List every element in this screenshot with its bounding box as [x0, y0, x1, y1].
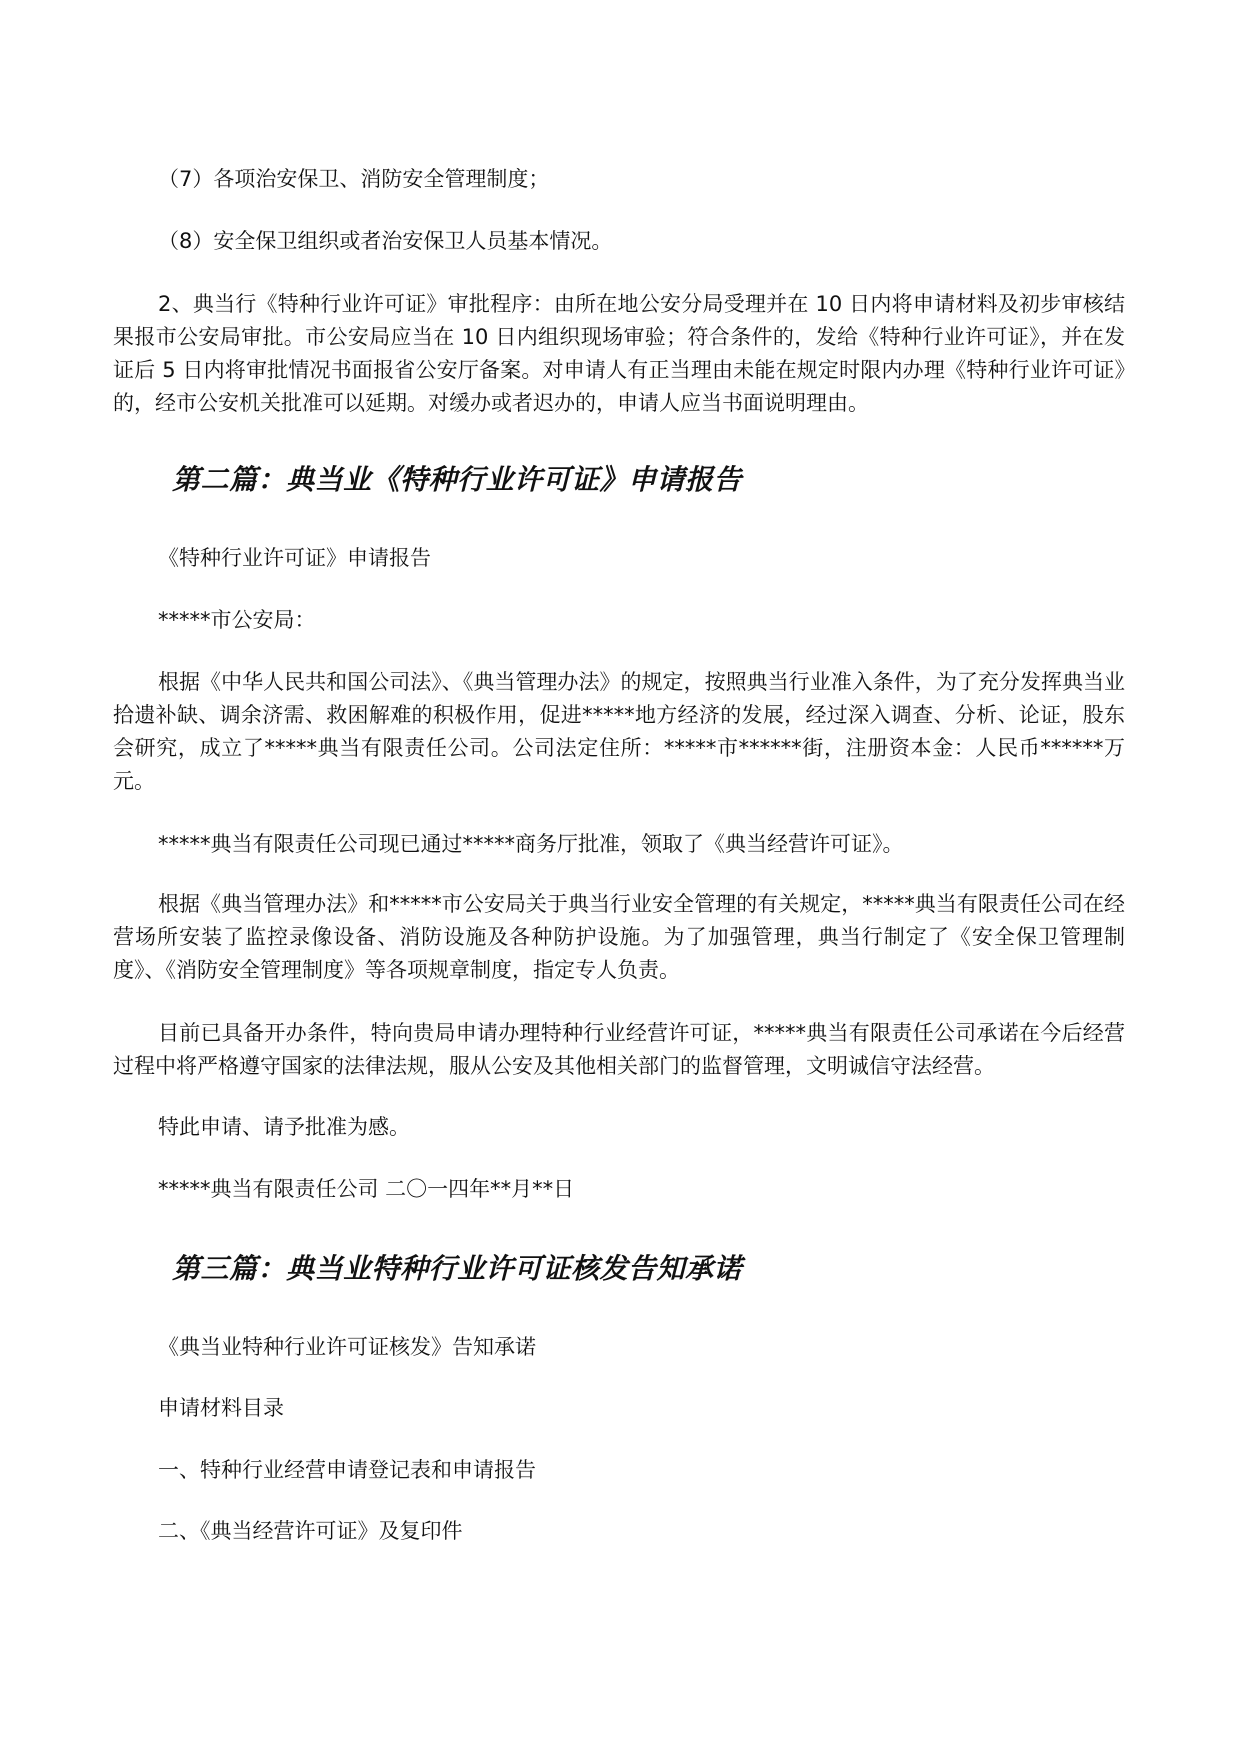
section-heading-3: 第三篇：典当业特种行业许可证核发告知承诺	[172, 1252, 743, 1285]
body-paragraph-2: *****典当有限责任公司现已通过*****商务厅批准，领取了《典当经营许可证》。	[158, 832, 904, 856]
section-heading-2: 第二篇：典当业《特种行业许可证》申请报告	[172, 463, 743, 496]
signature-date: *****典当有限责任公司 二〇一四年**月**日	[158, 1177, 575, 1201]
document-title: 《特种行业许可证》申请报告	[158, 546, 431, 570]
notice-title: 《典当业特种行业许可证核发》告知承诺	[158, 1335, 536, 1359]
body-paragraph-1: 根据《中华人民共和国公司法》、《典当管理办法》的规定，按照典当行业准入条件，为了充分发挥典当业拾遗补缺、调余济需、救困解难的积极作用，促进*****地方经济的发展，经过深入调查、分析、论证，股东会研究，成立了*****典当有限责任公司。公司法定住所：*****市******街，注册资本金：人民币******万元。	[113, 670, 1125, 793]
body-paragraph-4: 目前已具备开办条件，特向贵局申请办理特种行业经营许可证，*****典当有限责任公司承诺在今后经营过程中将严格遵守国家的法律法规，服从公安及其他相关部门的监督管理，文明诚信守法经营。	[113, 1021, 1125, 1078]
addressee: *****市公安局：	[158, 608, 316, 632]
materials-list-title: 申请材料目录	[158, 1396, 284, 1420]
closing-line: 特此申请、请予批准为感。	[158, 1115, 410, 1139]
materials-list-item: 一、特种行业经营申请登记表和申请报告	[158, 1458, 536, 1482]
approval-procedure-paragraph: 2、典当行《特种行业许可证》审批程序：由所在地公安分局受理并在 10 日内将申请材料及初步审核结果报市公安局审批。市公安局应当在 10 日内组织现场审验；符合条件的，发给《特种行业许可证》，并在发证后 5 日内将审批情况书面报省公安厅备案。对申请人有正当理由未能在规定时限内办理《特种行业许可证》的，经市公安机关批准可以延期。对缓办或者迟办的，申请人应当书面说明理由。	[113, 292, 1125, 415]
list-item-8: （8）安全保卫组织或者治安保卫人员基本情况。	[158, 229, 613, 253]
body-paragraph-3: 根据《典当管理办法》和*****市公安局关于典当行业安全管理的有关规定，*****典当有限责任公司在经营场所安装了监控录像设备、消防设施及各种防护设施。为了加强管理，典当行制定了《安全保卫管理制度》、《消防安全管理制度》等各项规章制度，指定专人负责。	[113, 892, 1125, 982]
materials-list-item: 二、《典当经营许可证》及复印件	[158, 1519, 463, 1543]
list-item-7: （7）各项治安保卫、消防安全管理制度；	[158, 167, 550, 191]
